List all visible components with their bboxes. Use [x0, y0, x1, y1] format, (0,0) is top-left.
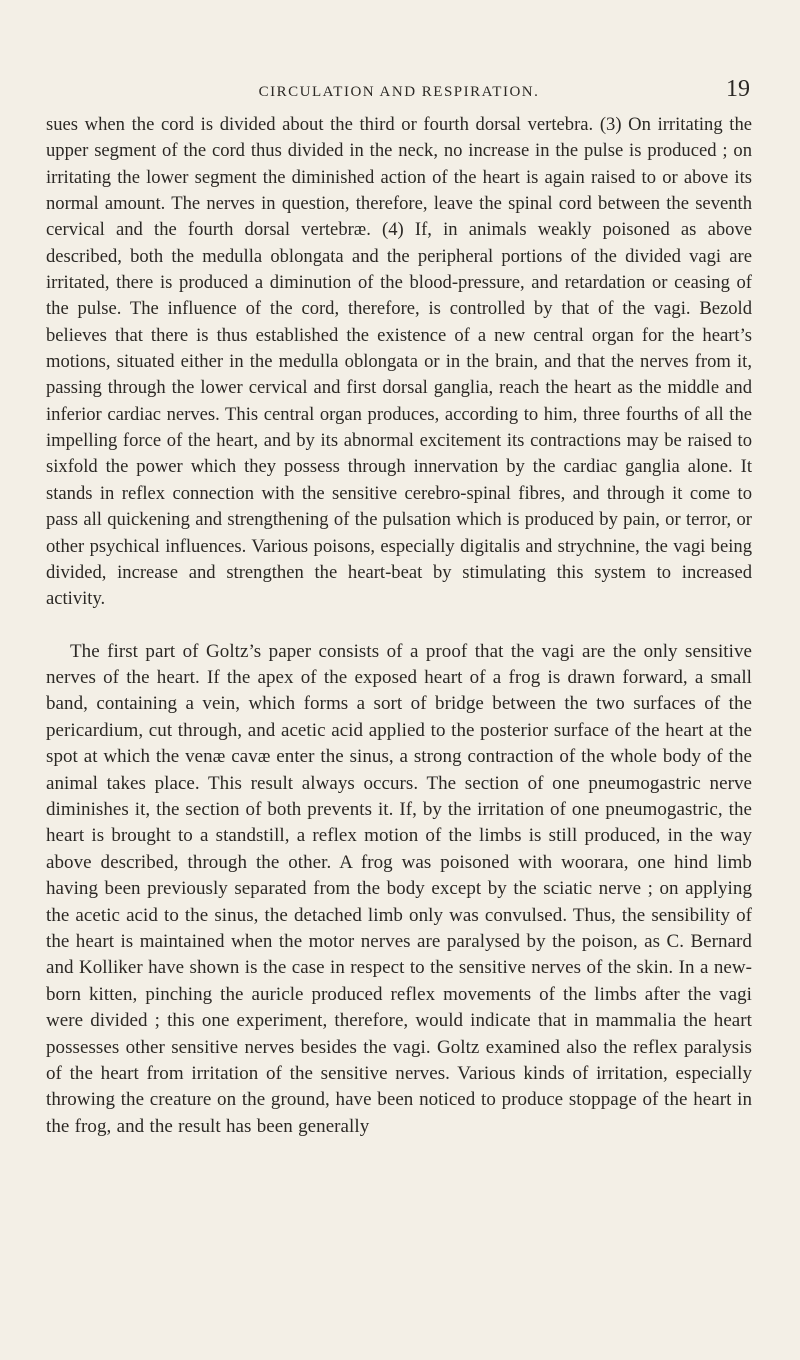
running-title: CIRCULATION AND RESPIRATION. — [258, 84, 540, 100]
page-header — [46, 72, 752, 112]
paragraph-1: sues when the cord is divided about the third or fourth dorsal vertebra. (3) On irritating the upper segment of the cord thus divided in the neck, no increase in the pulse is produced ; on irritating the lower segment the diminished action of the heart is again raised to or above its normal amount. The nerves in question, therefore, leave the spinal cord between the seventh cervical and the fourth dorsal vertebræ. (4) If, in animals weakly poisoned as above described, both the medulla oblongata and the peripheral portions of the divided vagi are irritated, there is produced a diminution of the blood-pressure, and retardation or ceasing of the pulse. The influence of the cord, therefore, is controlled by that of the vagi. Bezold believes that there is thus established the existence of a new central organ for the heart’s motions, situated either in the medulla oblongata or in the brain, and that the nerves from it, passing through the lower cervical and first dorsal ganglia, reach the heart as the middle and inferior cardiac nerves. This central organ produces, according to him, three fourths of all the impelling force of the heart, and by its abnormal excitement its contractions may be raised to sixfold the power which they possess through innervation by the cardiac ganglia alone. It stands in reflex connection with the sensitive cerebro-spinal fibres, and through it come to pass all quickening and strengthening of the pulsation which is produced by pain, or terror, or other psychical influences. Various poisons, especially digitalis and strychnine, the vagi being divided, increase and strengthen the heart-beat by stimulating this system to increased activity. — [46, 114, 752, 610]
page-number: 19 — [726, 76, 750, 102]
paragraph-2: The first part of Goltz’s paper consists of a proof that the vagi are the only sensitive nerves of the heart. If the apex of the exposed heart of a frog is drawn forward, a small band, containing a vein, which forms a sort of bridge between the two surfaces of the pericardium, cut through, and acetic acid applied to the posterior surface of the heart at the spot at which the venæ cavæ enter the sinus, a strong contraction of the whole body of the animal takes place. This result always occurs. The section of one pneumogastric nerve diminishes it, the section of both prevents it. If, by the irritation of one pneumogastric, the heart is brought to a standstill, a reflex motion of the limbs is still produced, in the way above described, through the other. A frog was poisoned with woorara, one hind limb having been previously separated from the body except by the sciatic nerve ; on applying the acetic acid to the sinus, the detached limb only was convulsed. Thus, the sensibility of the heart is maintained when the motor nerves are paralysed by the poison, as C. Bernard and Kolliker have shown is the case in respect to the sensitive nerves of the skin. In a new-born kitten, pinching the auricle produced reflex movements of the limbs after the vagi were divided ; this one experiment, therefore, would indicate that in mammalia the heart possesses other sensitive nerves besides the vagi. Goltz examined also the reflex paralysis of the heart from irritation of the sensitive nerves. Various kinds of irritation, especially throwing the creature on the ground, have been noticed to produce stoppage of the heart in the frog, and the result has been generally — [46, 640, 752, 1137]
